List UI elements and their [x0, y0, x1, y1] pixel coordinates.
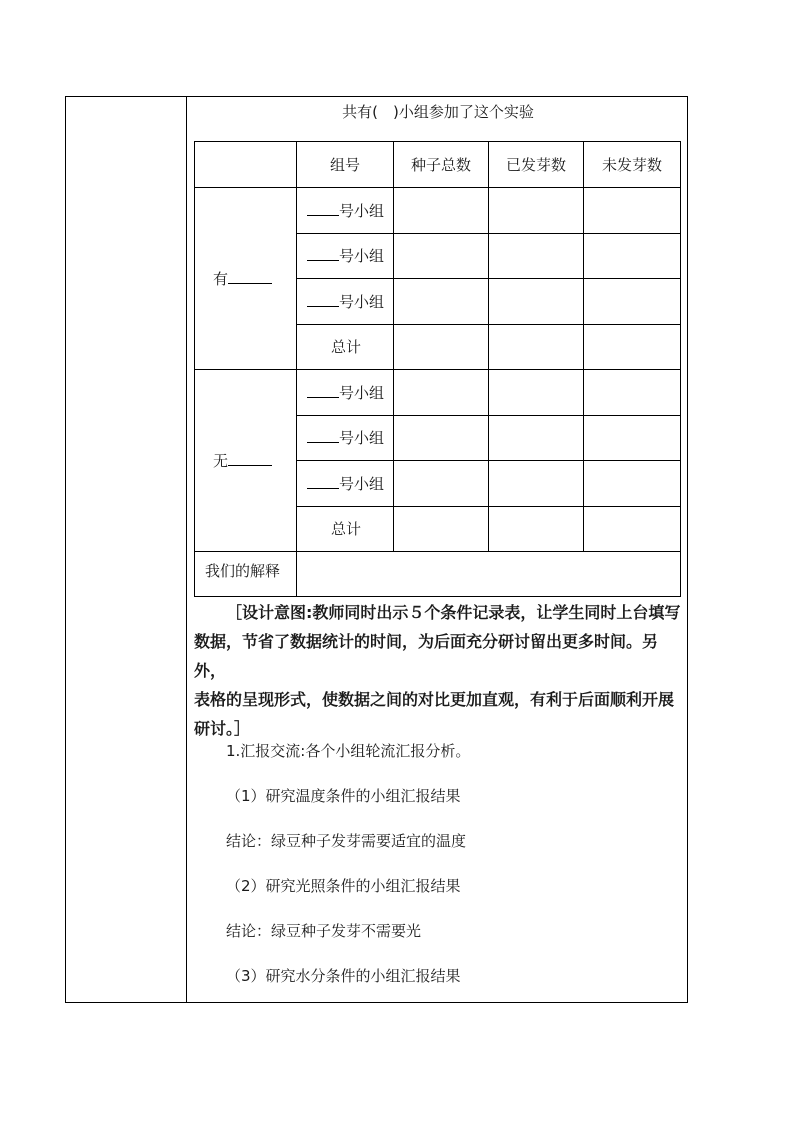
design-intent-note: [194, 598, 682, 743]
group-suffix: 号小组: [339, 292, 385, 311]
data-cell: [489, 233, 584, 279]
design-line: ［设计意图:教师同时出示５个条件记录表，让学生同时上台填写: [226, 603, 681, 622]
col-sprouted: 已发芽数: [489, 142, 584, 188]
blank-line: [228, 451, 272, 466]
data-cell: [394, 415, 489, 461]
blank-line: [307, 474, 339, 489]
data-cell: [489, 324, 584, 370]
condition-without-label: 无: [213, 452, 229, 470]
design-line: 数据，节省了数据统计的时间，为后面充分研讨留出更多时间。另外，: [194, 632, 659, 680]
report-heading: 1.汇报交流:各个小组轮流汇报分析。: [226, 742, 471, 760]
data-cell: [394, 324, 489, 370]
data-cell: [489, 506, 584, 552]
data-cell: [489, 415, 584, 461]
record-table: [194, 141, 681, 597]
group-cell: [297, 370, 394, 416]
data-cell: [394, 370, 489, 416]
col-seed-total: 种子总数: [394, 142, 489, 188]
group-suffix: 号小组: [339, 201, 385, 220]
group-cell: [297, 461, 394, 507]
design-line: 表格的呈现形式，使数据之间的对比更加直观，有利于后面顺利开展: [194, 690, 675, 709]
data-cell: [394, 188, 489, 234]
total-cell: 总计: [297, 506, 394, 552]
table-header-row: [195, 142, 681, 188]
group-suffix: 号小组: [339, 474, 385, 493]
data-cell: [489, 461, 584, 507]
col-group-number: 组号: [297, 142, 394, 188]
light-conclusion: 结论：绿豆种子发芽不需要光: [226, 922, 422, 940]
blank-line: [307, 292, 339, 307]
data-cell: [584, 279, 681, 325]
blank-line: [228, 269, 272, 284]
data-cell: [394, 461, 489, 507]
group-suffix: 号小组: [339, 247, 385, 266]
table-row: [195, 188, 681, 234]
group-cell: [297, 233, 394, 279]
group-cell: [297, 188, 394, 234]
data-cell: [489, 279, 584, 325]
water-report: （3）研究水分条件的小组汇报结果: [226, 967, 461, 985]
group-cell: [297, 279, 394, 325]
blank-line: [307, 383, 339, 398]
data-cell: [394, 506, 489, 552]
data-cell: [584, 324, 681, 370]
data-cell: [584, 506, 681, 552]
blank-line: [307, 428, 339, 443]
data-cell: [394, 279, 489, 325]
temperature-report: （1）研究温度条件的小组汇报结果: [226, 787, 461, 805]
group-cell: [297, 415, 394, 461]
blank-line: [307, 201, 339, 216]
data-cell: [584, 188, 681, 234]
group-suffix: 号小组: [339, 429, 385, 448]
condition-with-cell: [195, 188, 297, 370]
condition-without-cell: [195, 370, 297, 552]
data-cell: [584, 370, 681, 416]
group-suffix: 号小组: [339, 383, 385, 402]
col-not-sprouted: 未发芽数: [584, 142, 681, 188]
light-report: （2）研究光照条件的小组汇报结果: [226, 877, 461, 895]
data-cell: [584, 415, 681, 461]
condition-with-label: 有: [213, 270, 229, 288]
design-line: 研讨。］: [194, 719, 251, 738]
total-cell: 总计: [297, 324, 394, 370]
data-cell: [489, 188, 584, 234]
explanation-row: [195, 552, 681, 597]
corner-cell: [195, 142, 297, 188]
blank-line: [307, 246, 339, 261]
data-cell: [584, 233, 681, 279]
explanation-cell: [297, 552, 681, 597]
table-row: [195, 370, 681, 416]
data-cell: [394, 233, 489, 279]
explanation-label: 我们的解释: [195, 552, 297, 597]
column-divider: [186, 97, 187, 1002]
data-cell: [584, 461, 681, 507]
table-header: 共有( )小组参加了这个实验: [342, 103, 534, 121]
data-cell: [489, 370, 584, 416]
temperature-conclusion: 结论：绿豆种子发芽需要适宜的温度: [226, 832, 467, 850]
